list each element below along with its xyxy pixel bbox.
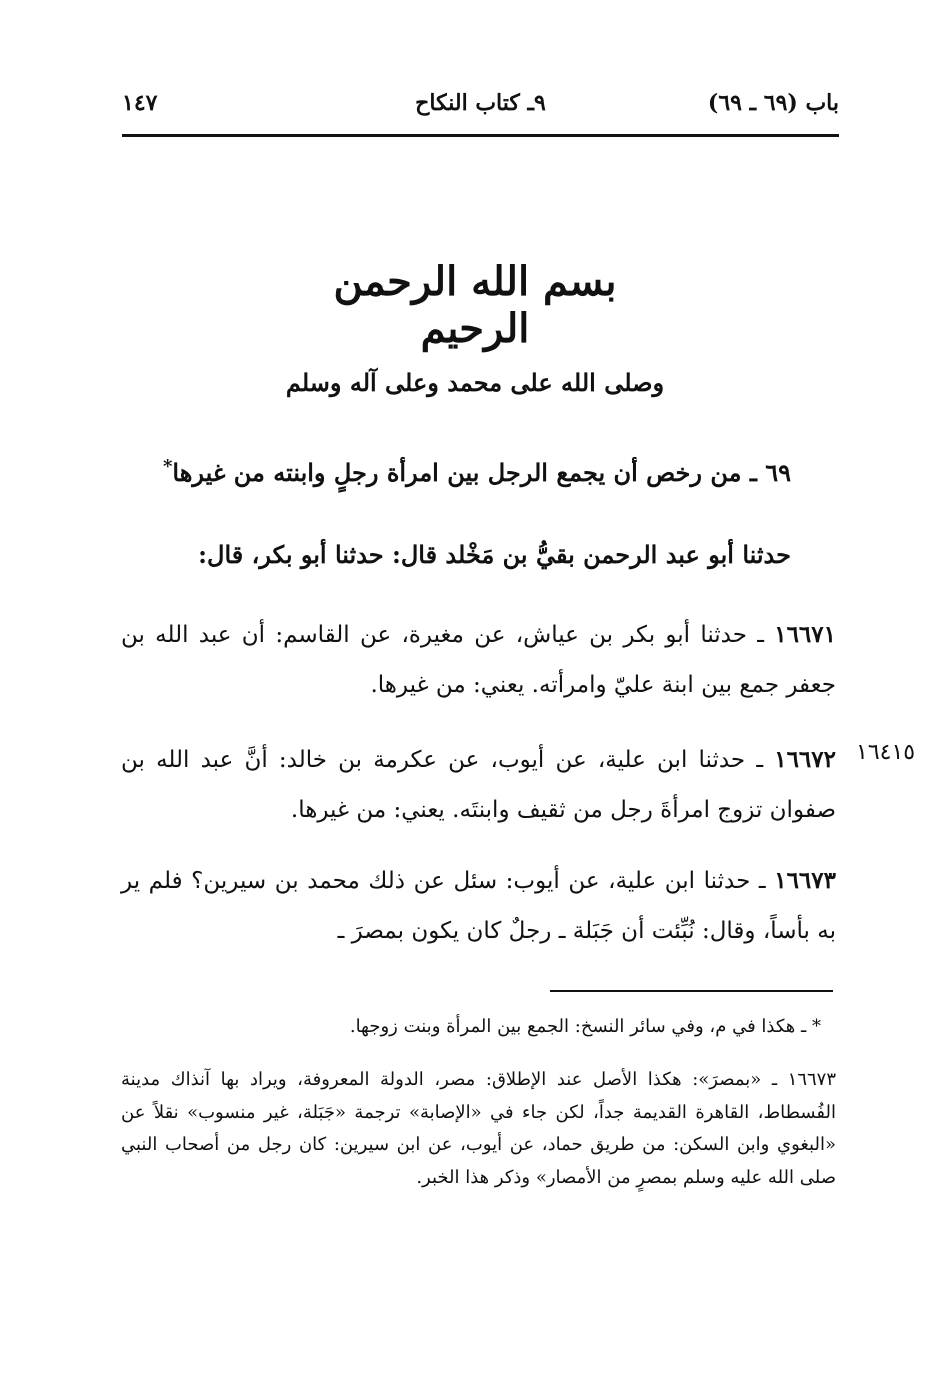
hadith-text: ـ حدثنا أبو بكر بن عياش، عن مغيرة، عن القاسم: أن عبد الله بن جعفر جمع بين ابنة عليّ وامرأته. يعني: من غيرها.	[121, 622, 836, 698]
margin-cross-reference: ١٦٤١٥	[856, 740, 916, 765]
hadith-number: ١٦٦٧٣	[774, 867, 836, 894]
footnote-star: * ـ هكذا في م، وفي سائر النسخ: الجمع بين المرأة وبنت زوجها.	[349, 1016, 821, 1037]
footnote-separator	[550, 990, 833, 992]
hadith-text: ـ حدثنا ابن علية، عن أيوب: سئل عن ذلك محمد بن سيرين؟ فلم ير به بأساً، وقال: نُبِّئت أن جَبَلة ـ رجلٌ كان يكون بمصرَ ـ	[121, 868, 836, 944]
hadith-number: ١٦٦٧٢	[774, 746, 836, 773]
hadith-16673	[121, 856, 836, 956]
basmala-calligraphy: بسم الله الرحمن الرحيم	[333, 258, 617, 352]
footnote-marker: *	[162, 456, 173, 477]
page-number: ١٤٧	[122, 90, 158, 116]
hadith-16671	[121, 610, 836, 710]
header-chapter-range: باب (٦٩ ـ ٦٩)	[707, 90, 839, 116]
hadith-text: ـ حدثنا ابن علية، عن أيوب، عن عكرمة بن خالد: أنَّ عبد الله بن صفوان تزوج امرأةَ رجل من ثقيف وابنتَه. يعني: من غيرها.	[121, 747, 836, 823]
chapter-heading	[151, 456, 791, 487]
hadith-16672	[121, 735, 836, 835]
header-book-title: ٩ـ كتاب النكاح	[415, 90, 546, 116]
salutation: وصلى الله على محمد وعلى آله وسلم	[285, 368, 665, 397]
running-header	[122, 84, 839, 124]
hadith-number: ١٦٦٧١	[774, 621, 836, 648]
header-rule	[122, 134, 839, 137]
footnote-16673: ١٦٦٧٣ ـ «بمصرَ»: هكذا الأصل عند الإطلاق: مصر، الدولة المعروفة، ويراد بها آنذاك مدينة الفُسطاط، القاهرة القديمة جداً، لكن جاء في «الإصابة» ترجمة «جَبَلة، غير منسوب» نقلاً عن «البغوي وابن السكن: من طريق حماد، عن أيوب، عن ابن سيرين: كان رجل من أصحاب النبي صلى الله عليه وسلم بمصرٍ من الأمصار» وذكر هذا الخبر.	[121, 1069, 836, 1188]
isnad-line: حدثنا أبو عبد الرحمن بقيُّ بن مَخْلد قال: حدثنا أبو بكر، قال:	[198, 540, 791, 569]
chapter-title-text: ٦٩ ـ من رخص أن يجمع الرجل بين امرأة رجلٍ وابنته من غيرها	[172, 458, 791, 487]
